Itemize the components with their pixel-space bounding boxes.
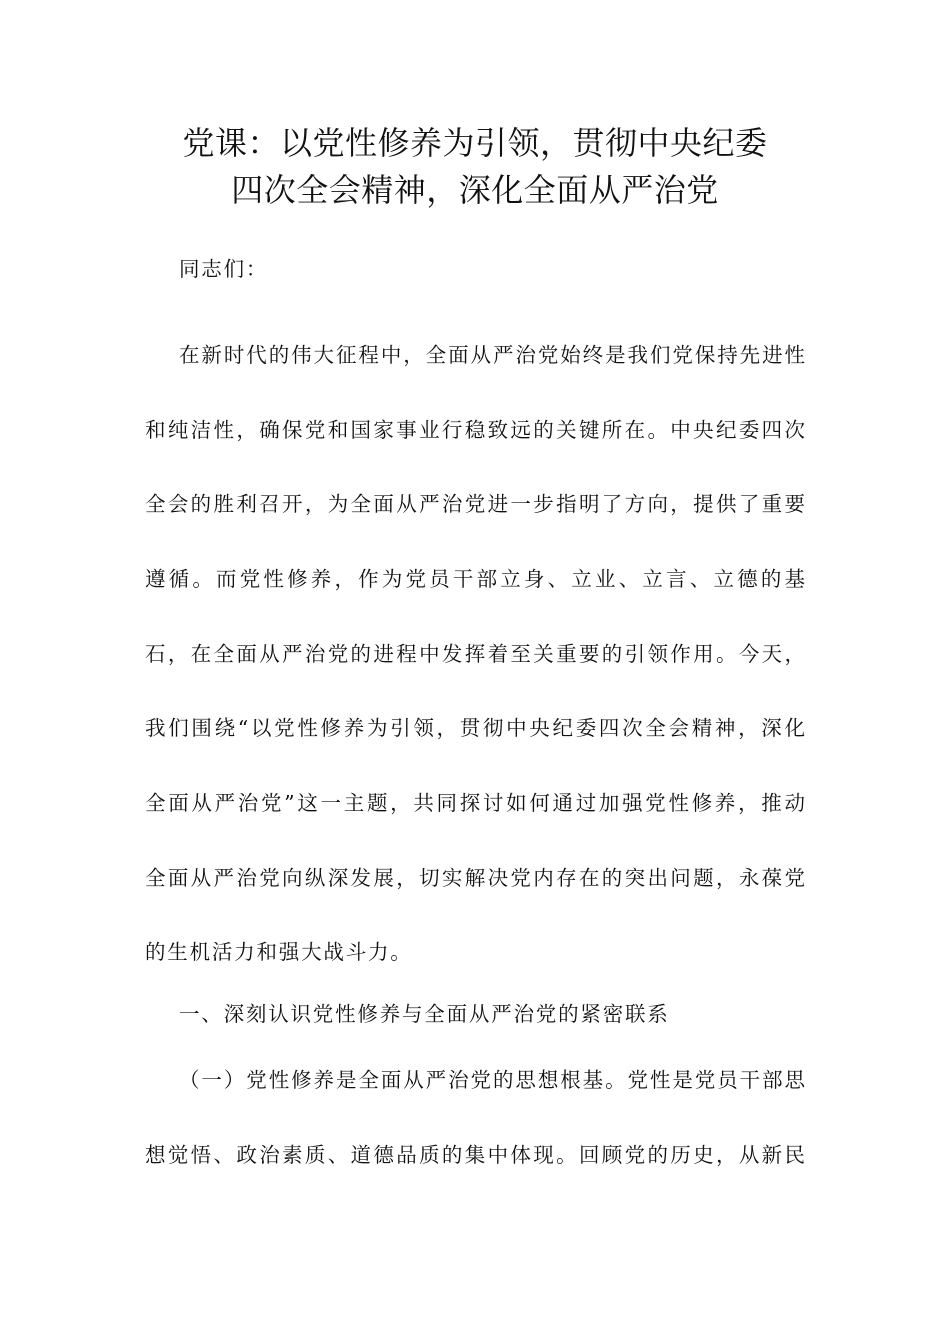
intro-line-1: 在新时代的伟大征程中，全面从严治党始终是我们党保持先进性 bbox=[179, 343, 805, 367]
intro-line-9: 的生机活力和强大战斗力。 bbox=[145, 940, 413, 964]
document-title bbox=[120, 120, 830, 214]
intro-line-3: 全会的胜利召开，为全面从严治党进一步指明了方向，提供了重要 bbox=[145, 492, 805, 516]
intro-line-5: 石，在全面从严治党的进程中发挥着至关重要的引领作用。今天， bbox=[145, 642, 805, 666]
salutation: 同志们： bbox=[179, 257, 269, 281]
section-heading: 一、深刻认识党性修养与全面从严治党的紧密联系 bbox=[179, 1002, 670, 1026]
intro-line-6: 我们围绕“以党性修养为引领，贯彻中央纪委四次全会精神，深化 bbox=[145, 716, 805, 740]
title-line-2: 四次全会精神，深化全面从严治党 bbox=[231, 171, 719, 209]
subsection-line-2: 想觉悟、政治素质、道德品质的集中体现。回顾党的历史，从新民 bbox=[145, 1143, 805, 1167]
intro-line-8: 全面从严治党向纵深发展，切实解决党内存在的突出问题，永葆党 bbox=[145, 866, 805, 890]
intro-line-4: 遵循。而党性修养，作为党员干部立身、立业、立言、立德的基 bbox=[145, 567, 805, 591]
subsection-line-1: （一）党性修养是全面从严治党的思想根基。党性是党员干部思 bbox=[179, 1068, 805, 1092]
title-line-1: 党课：以党性修养为引领，贯彻中央纪委 bbox=[182, 124, 768, 162]
intro-line-2: 和纯洁性，确保党和国家事业行稳致远的关键所在。中央纪委四次 bbox=[145, 418, 805, 442]
intro-line-7: 全面从严治党”这一主题，共同探讨如何通过加强党性修养，推动 bbox=[145, 791, 805, 815]
